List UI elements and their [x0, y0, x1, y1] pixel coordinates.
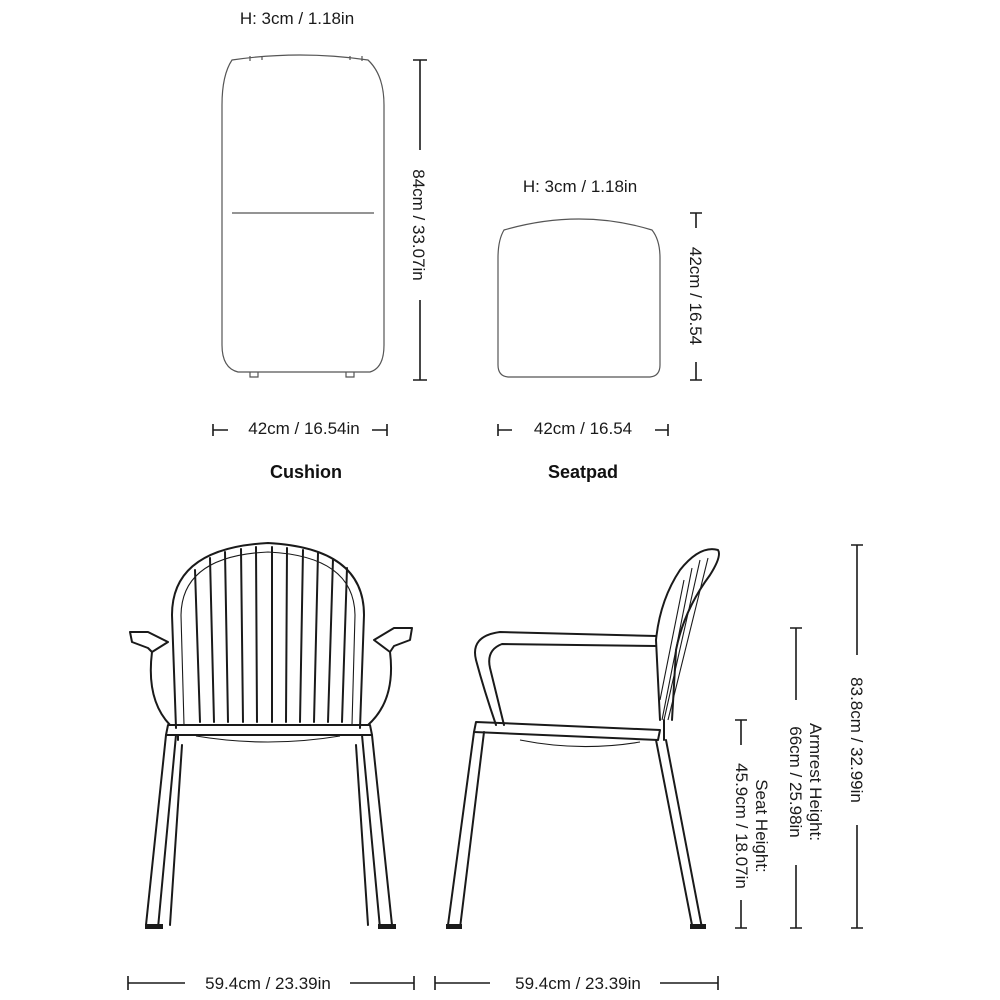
front-left-foot: [145, 924, 163, 929]
seatpad-drawing: [498, 177, 705, 482]
front-left-armrest: [130, 632, 170, 725]
armrest-height-value: 66cm / 25.98in: [786, 726, 805, 838]
cushion-drawing: [213, 9, 428, 482]
side-front-foot: [446, 924, 462, 929]
cushion-height-label: H: 3cm / 1.18in: [239, 9, 355, 28]
front-legs-inner: [170, 745, 368, 925]
seatpad-caption: Seatpad: [547, 462, 619, 482]
side-armrest: [475, 632, 656, 725]
cushion-ties-bottom: [250, 372, 354, 377]
seatpad-depth-label: 42cm / 16.54: [686, 246, 705, 346]
cushion-length-label: 84cm / 33.07in: [409, 169, 428, 281]
side-width-label: 59.4cm / 23.39in: [515, 974, 641, 993]
armrest-height-title: Armrest Height:: [806, 722, 825, 842]
total-height-label: 83.8cm / 32.99in: [847, 677, 866, 803]
front-backrest-frame: [172, 543, 364, 728]
side-backrest: [656, 549, 719, 720]
front-right-foot: [378, 924, 396, 929]
seat-height-title: Seat Height:: [752, 779, 771, 873]
cushion-caption: Cushion: [270, 462, 342, 482]
chair-front-view: [128, 543, 414, 993]
height-dimensions: [732, 545, 866, 928]
side-seat: [474, 722, 660, 740]
front-seat: [166, 725, 372, 735]
front-backrest-slats: [195, 547, 347, 722]
cushion-width-label: 42cm / 16.54in: [248, 419, 360, 438]
seatpad-width-label: 42cm / 16.54: [533, 419, 633, 438]
front-width-label: 59.4cm / 23.39in: [205, 974, 331, 993]
front-right-armrest: [368, 628, 412, 725]
side-front-leg: [448, 732, 484, 928]
front-left-leg: [146, 735, 178, 928]
seatpad-outline: [498, 219, 660, 377]
seatpad-height-label: H: 3cm / 1.18in: [522, 177, 638, 196]
side-rear-leg: [656, 720, 702, 928]
seat-height-value: 45.9cm / 18.07in: [732, 763, 751, 889]
chair-side-view: [435, 549, 719, 993]
side-rear-foot: [690, 924, 706, 929]
